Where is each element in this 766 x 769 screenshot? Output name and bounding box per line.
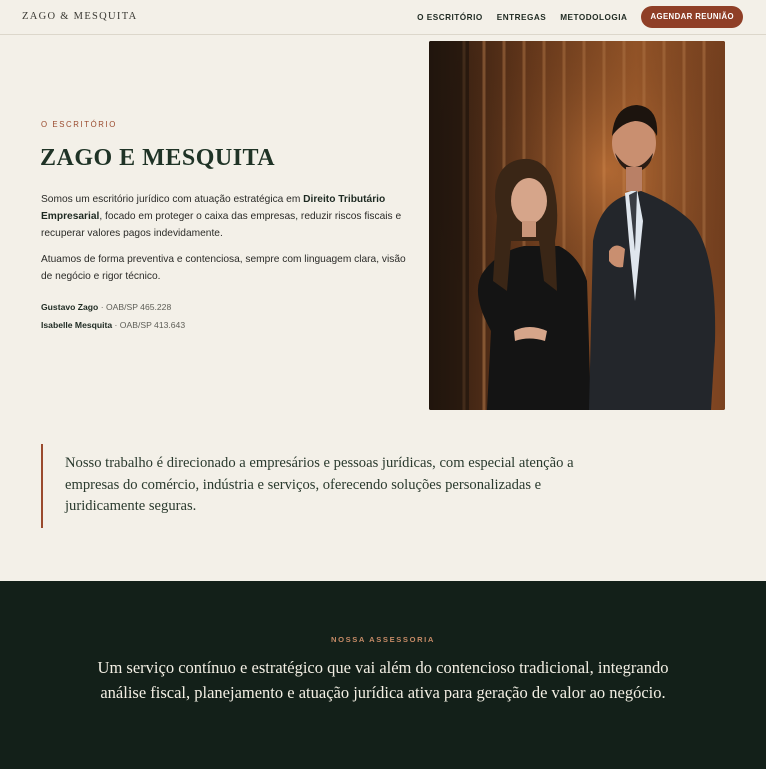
intro-paragraph xyxy=(41,191,411,243)
page-title: ZAGO E MESQUITA xyxy=(40,145,276,171)
nav-link-escritorio[interactable]: O ESCRITÓRIO xyxy=(417,12,483,22)
intro-text-end: , focado em proteger o caixa das empresas, reduzir riscos fiscais e recuperar valores pagos indevidamente. xyxy=(41,211,402,240)
lawyer-oab: · OAB/SP 465.228 xyxy=(98,302,172,312)
nav-link-metodologia[interactable]: METODOLOGIA xyxy=(560,12,628,22)
advisory-section xyxy=(0,581,766,769)
quote-text: Nosso trabalho é direcionado a empresários e pessoas jurídicas, com especial atenção a empresas do comércio, indústria e serviços, oferecendo soluções personalizadas e juridicamente seguras. xyxy=(65,455,574,514)
audience-quote xyxy=(41,444,581,528)
advisory-text: Um serviço contínuo e estratégico que vai além do contencioso tradicional, integrando análise fiscal, planejamento e atuação jurídica ativa para geração de valor ao negócio. xyxy=(97,658,669,702)
lawyer-name: Isabelle Mesquita xyxy=(41,320,113,330)
lawyer-name: Gustavo Zago xyxy=(41,302,99,312)
intro-text-start: Somos um escritório jurídico com atuação estratégica em xyxy=(41,194,304,205)
section-eyebrow: O ESCRITÓRIO xyxy=(41,120,117,129)
nav-link-entregas[interactable]: ENTREGAS xyxy=(496,12,547,22)
partners-photo xyxy=(429,41,725,410)
intro-text-highlight: Direito Tributário Empresarial xyxy=(41,194,386,223)
lawyer-credential xyxy=(41,320,185,330)
lawyer-oab: · OAB/SP 413.643 xyxy=(112,320,186,330)
brand-logo[interactable]: ZAGO & MESQUITA xyxy=(22,11,138,22)
lawyer-credential xyxy=(41,302,171,312)
advisory-eyebrow: NOSSA ASSESSORIA xyxy=(331,635,435,644)
main-nav xyxy=(403,6,743,28)
schedule-meeting-button[interactable]: AGENDAR REUNIÃO xyxy=(641,6,743,28)
approach-paragraph: Atuamos de forma preventiva e contenciosa, sempre com linguagem clara, visão de negócio e rigor técnico. xyxy=(41,254,406,283)
top-navigation xyxy=(0,0,766,35)
